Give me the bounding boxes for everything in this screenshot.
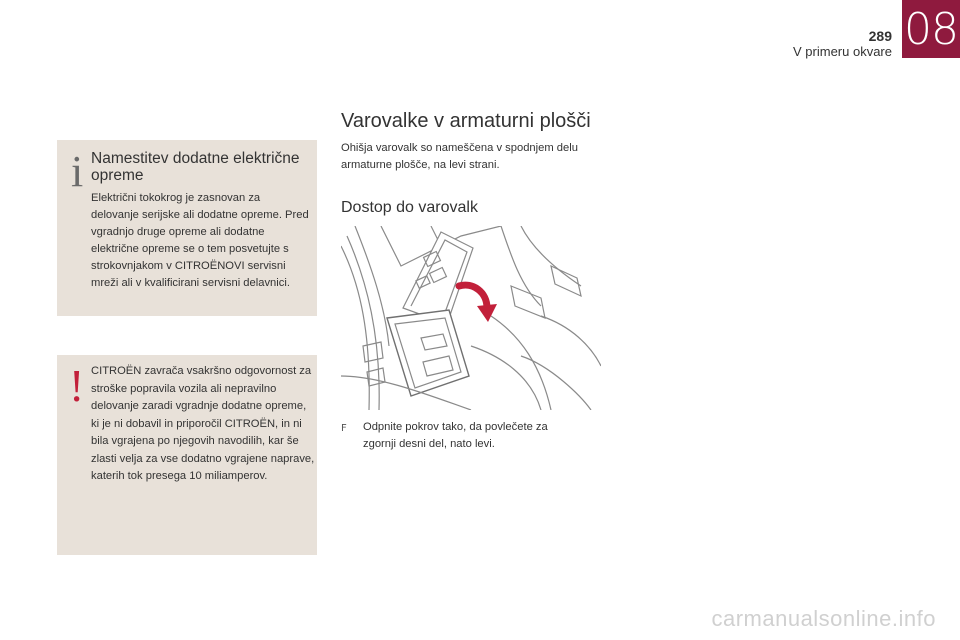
chapter-number: 08 xyxy=(904,3,958,55)
watermark: carmanualsonline.info xyxy=(711,606,936,631)
section-intro: Ohišja varovalk so nameščena v spodnjem delu armaturne plošče, na levi strani. xyxy=(341,142,578,171)
section-title: Varovalke v armaturni plošči xyxy=(341,110,591,132)
info-box xyxy=(57,140,317,316)
step-item xyxy=(341,419,601,453)
info-box-body: Električni tokokrog je zasnovan za delovanje serijske ali dodatne opreme. Pred vgradnjo druge opreme ali dodatne električne opreme se o tem posvetujte s strokovnjakom v CITROËNOVI servisni mreži ali v kvalificirani servisni delavnici. xyxy=(91,192,309,289)
fuse-box-illustration xyxy=(341,226,601,410)
subsection-title: Dostop do varovalk xyxy=(341,199,478,216)
page-number: 289 xyxy=(868,28,892,44)
warning-box-body: CITROËN zavrača vsakršno odgovornost za stroške popravila vozila ali nepravilno delovanje zaradi vgradnje dodatne opreme, ki je ni dobavil in priporočil CITROËN, in ni bila vgrajena po njegovih navodilih, kar še zlasti velja za vse dodatno vgrajene naprave, katerih tok presega 10 miliamperov. xyxy=(91,365,315,482)
fuse-box-drawing xyxy=(341,226,601,410)
step-text: Odpnite pokrov tako, da povlečete za zgornji desni del, nato levi. xyxy=(363,421,548,450)
chapter-title: V primeru okvare xyxy=(793,44,892,59)
info-icon: i xyxy=(71,147,84,196)
warning-box xyxy=(57,355,317,555)
chapter-tab xyxy=(902,0,960,58)
step-marker-icon: F xyxy=(341,423,347,434)
warning-icon: ! xyxy=(69,360,85,411)
info-box-title: Namestitev dodatne električne opreme xyxy=(91,150,300,184)
